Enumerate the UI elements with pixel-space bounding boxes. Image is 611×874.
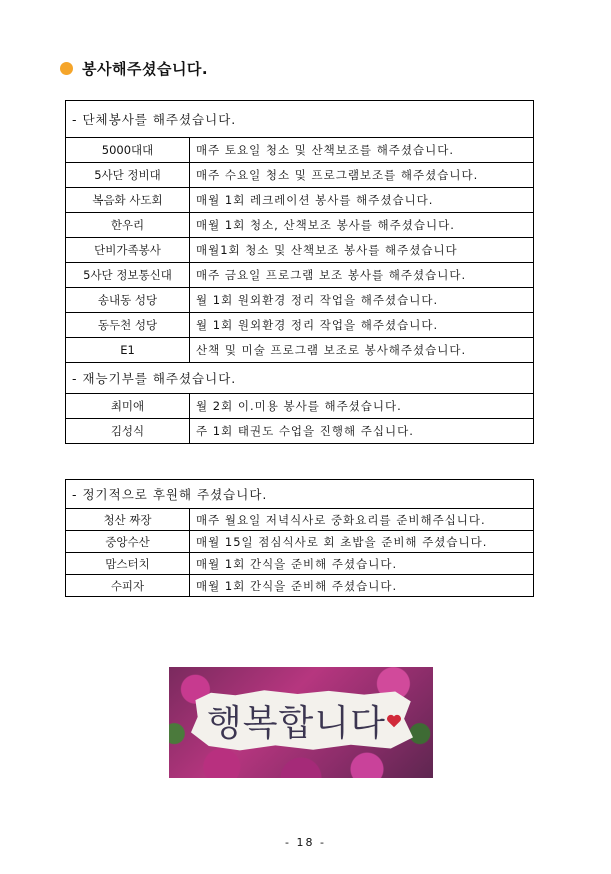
section-title: - 재능기부를 해주셨습니다.	[66, 363, 534, 394]
table-row	[66, 575, 534, 597]
donor-name: 단비가족봉사	[66, 238, 190, 263]
table-row	[66, 188, 534, 213]
contribution-description: 매월 1회 레크레이션 봉사를 해주셨습니다.	[190, 188, 534, 213]
table-row	[66, 509, 534, 531]
contribution-description: 매월 15일 점심식사로 회 초밥을 준비해 주셨습니다.	[190, 531, 534, 553]
contribution-description: 매주 수요일 청소 및 프로그램보조를 해주셨습니다.	[190, 163, 534, 188]
orange-bullet-icon	[60, 62, 73, 75]
heading-text: 봉사해주셨습니다.	[82, 60, 209, 78]
contribution-description: 매월 1회 청소, 산책보조 봉사를 해주셨습니다.	[190, 213, 534, 238]
contribution-description: 월 1회 원외환경 정리 작업을 해주셨습니다.	[190, 288, 534, 313]
contribution-description: 매주 금요일 프로그램 보조 봉사를 해주셨습니다.	[190, 263, 534, 288]
contribution-description: 매주 토요일 청소 및 산책보조를 해주셨습니다.	[190, 138, 534, 163]
contribution-description: 주 1회 태권도 수업을 진행해 주십니다.	[190, 419, 534, 444]
contribution-description: 매월1회 청소 및 산책보조 봉사를 해주셨습니다	[190, 238, 534, 263]
table-row	[66, 163, 534, 188]
volunteer-table	[65, 100, 534, 444]
donor-name: 수피자	[66, 575, 190, 597]
sponsor-table	[65, 479, 534, 597]
table-row	[66, 263, 534, 288]
donor-name: 김성식	[66, 419, 190, 444]
donor-name: 맘스터치	[66, 553, 190, 575]
contribution-description: 매주 월요일 저녁식사로 중화요리를 준비해주십니다.	[190, 509, 534, 531]
contribution-description: 월 1회 원외환경 정리 작업을 해주셨습니다.	[190, 313, 534, 338]
table-row	[66, 313, 534, 338]
contribution-description: 매월 1회 간식을 준비해 주셨습니다.	[190, 575, 534, 597]
table-row	[66, 213, 534, 238]
table-row	[66, 531, 534, 553]
table-row	[66, 553, 534, 575]
donor-name: 5사단 정보통신대	[66, 263, 190, 288]
donor-name: 5사단 정비대	[66, 163, 190, 188]
contribution-description: 월 2회 이.미용 봉사를 해주셨습니다.	[190, 394, 534, 419]
table-row	[66, 394, 534, 419]
table-row	[66, 238, 534, 263]
table-row	[66, 138, 534, 163]
donor-name: 한우리	[66, 213, 190, 238]
donor-name: 복음화 사도회	[66, 188, 190, 213]
table-row	[66, 288, 534, 313]
donor-name: 청산 짜장	[66, 509, 190, 531]
photo-caption: 행복합니다	[207, 703, 386, 744]
donor-name: E1	[66, 338, 190, 363]
section-title: - 단체봉사를 해주셨습니다.	[66, 101, 534, 138]
heart-icon	[385, 712, 403, 730]
donor-name: 중앙수산	[66, 531, 190, 553]
section-heading	[60, 58, 208, 79]
table-row	[66, 419, 534, 444]
donor-name: 최미애	[66, 394, 190, 419]
donor-name: 동두천 성당	[66, 313, 190, 338]
contribution-description: 산책 및 미술 프로그램 보조로 봉사해주셨습니다.	[190, 338, 534, 363]
happiness-photo	[169, 667, 433, 778]
donor-name: 송내동 성당	[66, 288, 190, 313]
table-row	[66, 338, 534, 363]
donor-name: 5000대대	[66, 138, 190, 163]
contribution-description: 매월 1회 간식을 준비해 주셨습니다.	[190, 553, 534, 575]
section-title: - 정기적으로 후원해 주셨습니다.	[66, 480, 534, 509]
page-number: - 18 -	[285, 836, 326, 849]
